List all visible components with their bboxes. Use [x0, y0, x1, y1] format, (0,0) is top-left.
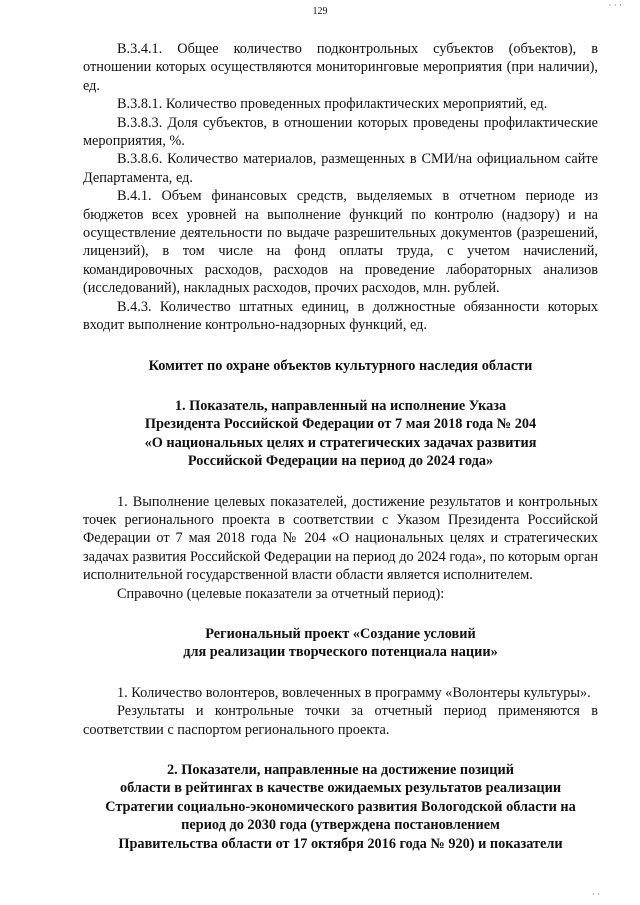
regional-project-paragraph-2: Результаты и контрольные точки за отчетный период применяются в соответствии с паспортом регионального проекта. — [83, 703, 598, 738]
regional-project-heading-line: для реализации творческого потенциала нации» — [183, 644, 498, 661]
paragraph-b386: В.3.8.6. Количество материалов, размещенных в СМИ/на официальном сайте Департамента, ед. — [83, 151, 598, 186]
section1-heading-line: «О национальных целях и стратегических задачах развития — [144, 434, 537, 451]
page-content — [83, 40, 598, 853]
section1-heading-line: Президента Российской Федерации от 7 мая 2018 года № 204 — [144, 416, 537, 433]
section1-heading — [83, 397, 598, 471]
section2-heading-line: области в рейтингах в качестве ожидаемых результатов реализации — [119, 780, 562, 797]
section2-heading-line: Стратегии социально-экономического развития Вологодской области на — [105, 798, 576, 815]
section1-paragraph-2: Справочно (целевые показатели за отчетный период): — [117, 585, 445, 602]
paragraph-b341: В.3.4.1. Общее количество подконтрольных субъектов (объектов), в отношении которых осуществляются мониторинговые мероприятия (при наличии), ед. — [83, 41, 598, 94]
section2-heading-line: период до 2030 года (утверждена постановлением — [181, 817, 500, 834]
regional-project-heading — [83, 625, 598, 662]
regional-project-paragraph-1: 1. Количество волонтеров, вовлеченных в программу «Волонтеры культуры». — [117, 684, 591, 701]
page-number: 129 — [312, 6, 328, 17]
committee-heading: Комитет по охране объектов культурного наследия области — [148, 357, 533, 374]
section2-heading-line: Правительства области от 17 октября 2016 года № 920) и показатели — [118, 835, 563, 852]
paragraph-b381: В.3.8.1. Количество проведенных профилактических мероприятий, ед. — [117, 96, 548, 113]
section2-heading — [83, 761, 598, 853]
section1-paragraph-1: 1. Выполнение целевых показателей, достижение результатов и контрольных точек регионального проекта в соответствии с Указом Президента Российской Федерации от 7 мая 2018 года № 204 «О национальных целях и стратегических задачах развития Российской Федерации на период до 2024 года», по которым орган исполнительной государственной власти области является исполнителем. — [83, 493, 598, 584]
corner-mark: · · · — [608, 0, 622, 10]
paragraph-b41: В.4.1. Объем финансовых средств, выделяемых в отчетном периоде из бюджетов всех уровней на выполнение функций по контролю (надзору) и на осуществление деятельности по выдаче разрешительных документов (разрешений, лицензий), в том числе на фонд оплаты труда, с учетом начислений, командировочных расходов, расходов на проведение лабораторных анализов (исследований), накладных расходов, прочих расходов, млн. рублей. — [83, 188, 598, 297]
footer-mark: · · — [591, 889, 600, 899]
regional-project-heading-line: Региональный проект «Создание условий — [205, 625, 476, 642]
section1-heading-line: 1. Показатель, направленный на исполнение Указа — [174, 397, 507, 414]
section1-heading-line: Российской Федерации на период до 2024 года» — [187, 453, 494, 470]
paragraph-b43: В.4.3. Количество штатных единиц, в должностные обязанности которых входит выполнение контрольно-надзорных функций, ед. — [83, 298, 598, 334]
section2-heading-line: 2. Показатели, направленные на достижение позиций — [167, 762, 514, 778]
paragraph-b383: В.3.8.3. Доля субъектов, в отношении которых проведены профилактические мероприятия, %. — [83, 114, 598, 150]
